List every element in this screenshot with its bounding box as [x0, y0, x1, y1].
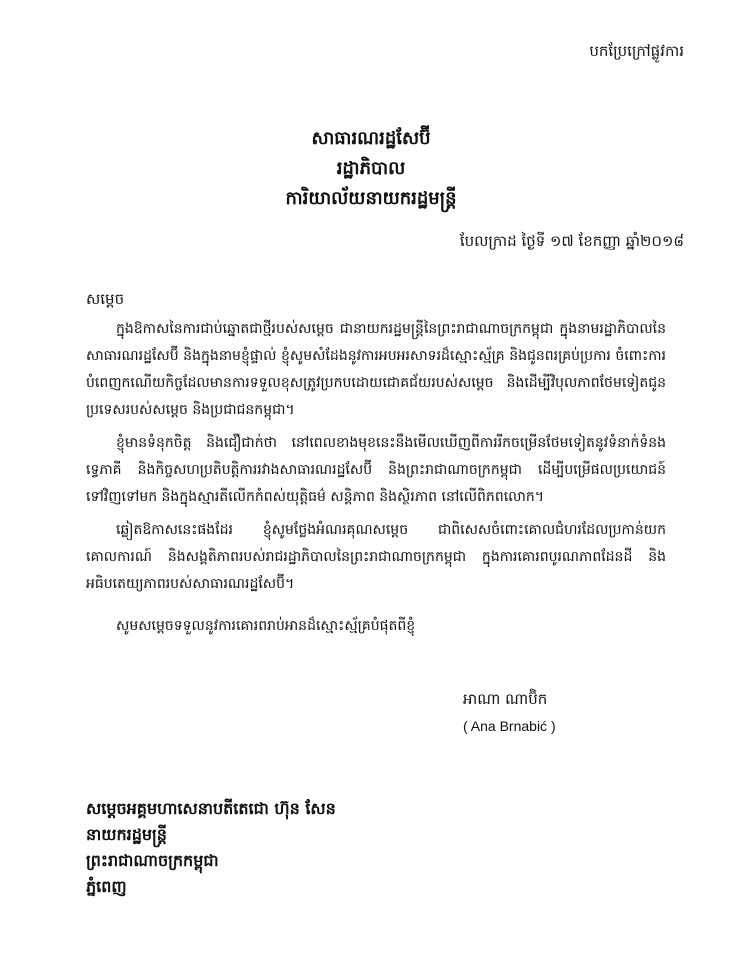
- header-government: រដ្ឋាភិបាល: [336, 158, 406, 179]
- recipient-position: នាយករដ្ឋមន្ត្រី: [86, 825, 167, 844]
- recipient-country: ព្រះរាជាណាចក្រកម្ពុជា: [86, 851, 219, 870]
- paragraph-3: ឆ្លៀតឱកាសនេះផងដែរ ខ្ញុំសូមថ្លែងអំណរគុណសម្តេច ជាពិសេសចំពោះគោលជំហរដែលប្រកាន់យកគោលការណ៍ និងសង្គតិភាពរបស់រាជរដ្ឋាភិបាលនៃព្រះរាជាណាចក្រកម្ពុជា ក្នុងការគោរពបូរណភាពដែនដី និងអធិបតេយ្យភាពរបស់សាធារណរដ្ឋសែប៊ី។: [86, 522, 666, 592]
- header-republic: សាធារណរដ្ឋសែប៊ី: [311, 128, 431, 149]
- signature-name-latin: ( Ana Brnabić ): [463, 718, 556, 734]
- header-office: ការិយាល័យនាយករដ្ឋមន្ត្រី: [285, 188, 457, 209]
- unofficial-translation-note: បកប្រែក្រៅផ្លូវការ: [589, 42, 684, 60]
- recipient-city: ភ្នំពេញ: [86, 877, 127, 896]
- letter-date: បែលក្រាដ ថ្ងៃទី ១៧ ខែកញ្ញា ឆ្នាំ២០១៨: [459, 232, 684, 250]
- salutation: សម្តេច: [86, 290, 125, 308]
- paragraph-4: សូមសម្តេចទទួលនូវការគោរពរាប់អានដ៏ស្មោះស្ម័គ្របំផុតពីខ្ញុំ: [116, 618, 416, 634]
- signature-name-khmer: អាណា ណាប៊ិក: [463, 690, 548, 708]
- recipient-title: សម្តេចអគ្គមហាសេនាបតីតេជោ ហ៊ុន សែន: [86, 799, 336, 818]
- paragraph-2: ខ្ញុំមានទំនុកចិត្ត និងជឿជាក់ថា នៅពេលខាងមុខនេះនឹងមើលឃើញពីការរីកចម្រើនថែមទៀតនូវទំនាក់ទំនងទ្វេភាគី និងកិច្ចសហប្រតិបត្តិការរវាងសាធារណរដ្ឋសែប៊ី និងព្រះរាជាណាចក្រកម្ពុជា ដើម្បីបម្រើផលប្រយោជន៍ទៅវិញទៅមក និងក្នុងស្មារតីលើកកំពស់យុត្តិធម៌ សន្តិភាព និងស្ថិរភាព នៅលើពិភពលោក។: [86, 435, 666, 505]
- paragraph-1: ក្នុងឱកាសនៃការជាប់ឆ្នោតជាថ្មីរបស់សម្តេច ជានាយករដ្ឋមន្ត្រីនៃព្រះរាជាណាចក្រកម្ពុជា ក្នុងនាមរដ្ឋាភិបាលនៃសាធារណរដ្ឋសែប៊ី និងក្នុងនាមខ្ញុំផ្ទាល់ ខ្ញុំសូមសំដែងនូវការអបអរសាទរដ៏ស្មោះស្ម័គ្រ និងជូនពរគ្រប់ប្រការ ចំពោះការបំពេញកណើយកិច្ចដែលមានការទទួលខុសត្រូវប្រកបដោយជោគជ័យរបស់សម្តេច និងដើម្បីវិបុលភាពថែមទៀតជូនប្រទេសរបស់សម្តេច និងប្រជាជនកម្ពុជា។: [86, 321, 666, 418]
